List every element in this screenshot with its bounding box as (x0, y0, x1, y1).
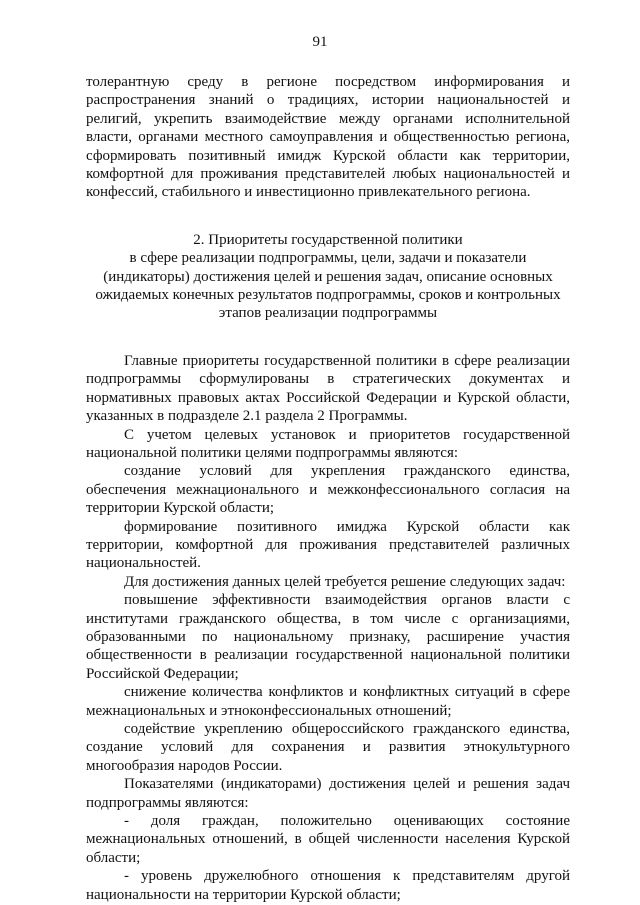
section-heading-line: 2. Приоритеты государственной политики (193, 231, 463, 248)
body-paragraph: Главные приоритеты государственной политики в сфере реализации подпрограммы сформулированы в стратегических документах и нормативных правовых актах Российской Федерации и Курской области, указанных в подразделе 2.1 раздела 2 Программы. (86, 352, 570, 425)
indicator-item: - уровень дружелюбного отношения к представителям другой национальности на территории Курской области; (86, 868, 570, 903)
section-heading (86, 231, 570, 323)
section-heading-line: в сфере реализации подпрограммы, цели, задачи и показатели (129, 250, 527, 267)
body-paragraph: Для достижения данных целей требуется решение следующих задач: (124, 573, 566, 590)
section-heading-line: (индикаторы) достижения целей и решения задач, описание основных (103, 268, 553, 285)
section-heading-line: ожидаемых конечных результатов подпрограммы, сроков и контрольных (95, 287, 561, 304)
body-paragraph: Показателями (индикаторами) достижения целей и решения задач подпрограммы являются: (86, 776, 570, 811)
indicator-item: - доля граждан, положительно оценивающих состояние межнациональных отношений, в общей численности населения Курской области; (86, 813, 570, 866)
goal-item: создание условий для укрепления гражданского единства, обеспечения межнационального и межконфессионального согласия на территории Курской области; (86, 463, 570, 517)
goal-item: формирование позитивного имиджа Курской области как территории, комфортной для проживания представителей различных национальностей. (86, 518, 570, 572)
body-paragraph: С учетом целевых установок и приоритетов государственной национальной политики целями подпрограммы являются: (86, 426, 570, 461)
task-item: повышение эффективности взаимодействия органов власти с институтами гражданского общества, в том числе с организациями, образованными по национальному признаку, расширение участия общественности в реализации государственной национальной политики Российской Федерации; (86, 592, 570, 682)
document-body (86, 73, 570, 904)
intro-paragraph: толерантную среду в регионе посредством информирования и распространения знаний о традициях, истории национальностей и религий, укрепить взаимодействие между органами исполнительной власти, органами местного самоуправления и общественностью региона, сформировать позитивный имидж Курской области как территории, комфортной для проживания представителей любых национальностей и конфессий, стабильного и инвестиционно привлекательного региона. (86, 74, 570, 201)
section-heading-line: этапов реализации подпрограммы (218, 305, 438, 322)
task-item: содействие укреплению общероссийского гражданского единства, создание условий для сохранения и развития этнокультурного многообразия народов России. (86, 721, 570, 774)
page-number: 91 (312, 34, 328, 50)
task-item: снижение количества конфликтов и конфликтных ситуаций в сфере межнациональных и этноконфессиональных отношений; (86, 684, 570, 719)
